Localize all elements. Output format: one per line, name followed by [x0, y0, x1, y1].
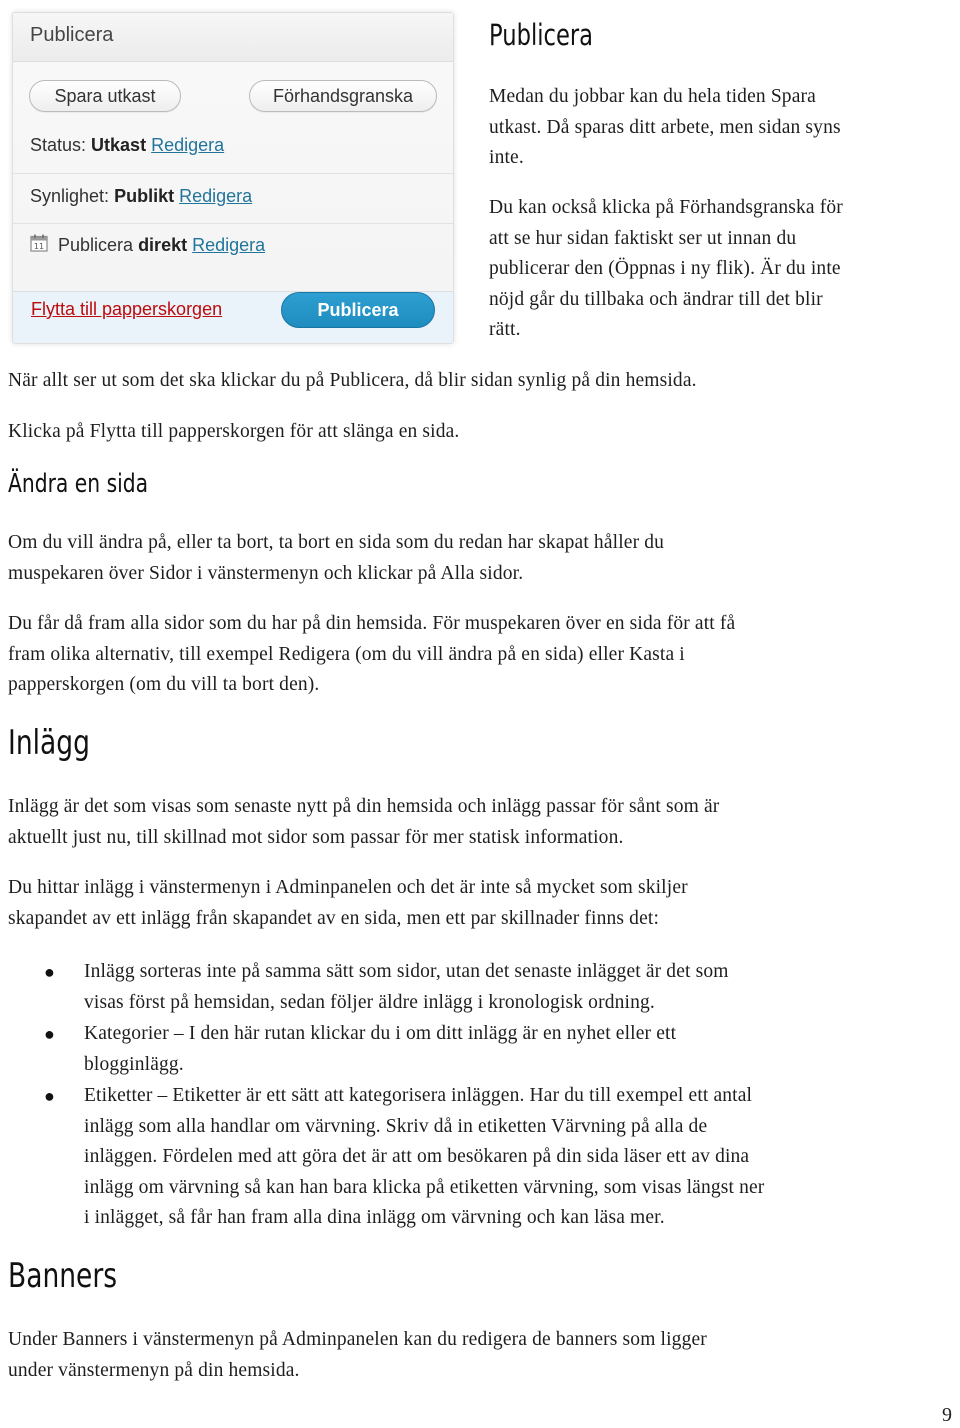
publish-time-label: Publicera [58, 235, 134, 255]
save-draft-button[interactable]: Spara utkast [29, 80, 181, 112]
text-line: inlägg som alla handlar om värvning. Skriv då in etiketten Värvning på alla de [84, 1115, 708, 1137]
calendar-icon [30, 234, 48, 252]
move-to-trash-link[interactable]: Flytta till papperskorgen [31, 299, 223, 319]
visibility-row [30, 186, 252, 207]
paragraph [8, 792, 953, 853]
bullet-icon: ● [44, 1024, 55, 1044]
text-line: fram olika alternativ, till exempel Redigera (om du vill ändra på en sida) eller Kasta i [8, 643, 685, 665]
preview-button[interactable]: Förhandsgranska [249, 80, 437, 112]
text-line: att se hur sidan faktiskt ser ut innan du [489, 227, 797, 249]
text-line: Inlägg sorteras inte på samma sätt som sidor, utan det senaste inlägget är det som [84, 961, 729, 982]
paragraph: Klicka på Flytta till papperskorgen för att slänga en sida. [8, 421, 460, 442]
publish-time-row [58, 235, 265, 256]
text-line: Etiketter – Etiketter är ett sätt att kategorisera inläggen. Har du till exempel ett antal [84, 1085, 753, 1106]
text-line: i inlägget, så får han fram alla dina inlägg om värvning och kan läsa mer. [84, 1207, 665, 1228]
paragraph [8, 609, 953, 701]
publish-time-value: direkt [138, 235, 188, 255]
status-edit-link[interactable]: Redigera [151, 135, 225, 155]
text-line: Medan du jobbar kan du hela tiden Spara [489, 86, 816, 107]
text-line: visas först på hemsidan, sedan följer äldre inlägg i kronologisk ordning. [84, 991, 655, 1013]
paragraph [489, 193, 954, 346]
paragraph [8, 1325, 953, 1386]
text-line: inte. [489, 147, 524, 168]
section-heading-banners: Banners [8, 1256, 118, 1296]
status-value: Utkast [91, 135, 147, 155]
section-heading-inlagg: Inlägg [8, 723, 90, 763]
text-line: Du får då fram alla sidor som du har på din hemsida. För muspekaren över en sida för att få [8, 613, 736, 634]
text-line: inlägg om värvning så kan han bara klicka på etiketten värvning, som visas längst ner [84, 1176, 765, 1198]
calendar-day: 11 [33, 242, 45, 252]
text-line: nöjd går du tillbaka och ändrar till det blir [489, 288, 823, 310]
text-line: under vänstermenyn på din hemsida. [8, 1359, 300, 1381]
publish-time-edit-link[interactable]: Redigera [192, 235, 266, 255]
text-line: inläggen. Fördelen med att göra det är att om besökaren på din sida läser ett av dina [84, 1146, 750, 1167]
paragraph [489, 82, 954, 174]
publish-button[interactable]: Publicera [281, 292, 435, 328]
text-line: Kategorier – I den här rutan klickar du i om ditt inlägg är en nyhet eller ett [84, 1023, 677, 1044]
text-line: rätt. [489, 319, 521, 340]
text-line: muspekaren över Sidor i vänstermenyn och klickar på Alla sidor. [8, 562, 524, 584]
status-label: Status: [30, 135, 87, 155]
text-line: Inlägg är det som visas som senaste nytt på din hemsida och inlägg passar för sånt som är [8, 796, 720, 817]
list-item [84, 1019, 954, 1080]
visibility-value: Publikt [114, 186, 175, 206]
text-line: Under Banners i vänstermenyn på Adminpanelen kan du redigera de banners som ligger [8, 1329, 707, 1350]
divider [13, 223, 453, 224]
visibility-edit-link[interactable]: Redigera [179, 186, 253, 206]
page-number: 9 [942, 1404, 952, 1426]
publish-box-title: Publicera [30, 24, 114, 46]
section-heading-publicera: Publicera [489, 18, 594, 52]
section-heading-andra: Ändra en sida [8, 469, 149, 499]
text-line: utkast. Då sparas ditt arbete, men sidan syns [489, 116, 841, 138]
divider [13, 173, 453, 174]
list-item [84, 1081, 954, 1234]
paragraph [8, 528, 953, 589]
paragraph: När allt ser ut som det ska klickar du på Publicera, då blir sidan synlig på din hemsida. [8, 370, 697, 391]
text-line: Om du vill ändra på, eller ta bort, ta bort en sida som du redan har skapat håller du [8, 532, 665, 553]
paragraph [8, 873, 953, 934]
text-line: Du hittar inlägg i vänstermenyn i Adminpanelen och det är inte så mycket som skiljer [8, 877, 688, 898]
bullet-icon: ● [44, 1086, 55, 1106]
text-line: publicerar den (Öppnas i ny flik). Är du inte [489, 258, 841, 279]
text-line: Du kan också klicka på Förhandsgranska för [489, 197, 843, 218]
text-line: aktuellt just nu, till skillnad mot sidor som passar för mer statisk information. [8, 826, 624, 848]
bullet-icon: ● [44, 962, 55, 982]
list-item [84, 957, 954, 1018]
publish-box-screenshot [12, 12, 454, 344]
visibility-label: Synlighet: [30, 186, 110, 206]
publish-box-header [13, 13, 453, 62]
text-line: blogginlägg. [84, 1053, 184, 1075]
status-row [30, 135, 224, 156]
text-line: skapandet av ett inlägg från skapandet av en sida, men ett par skillnader finns det: [8, 907, 660, 929]
text-line: papperskorgen (om du vill ta bort den). [8, 674, 320, 695]
